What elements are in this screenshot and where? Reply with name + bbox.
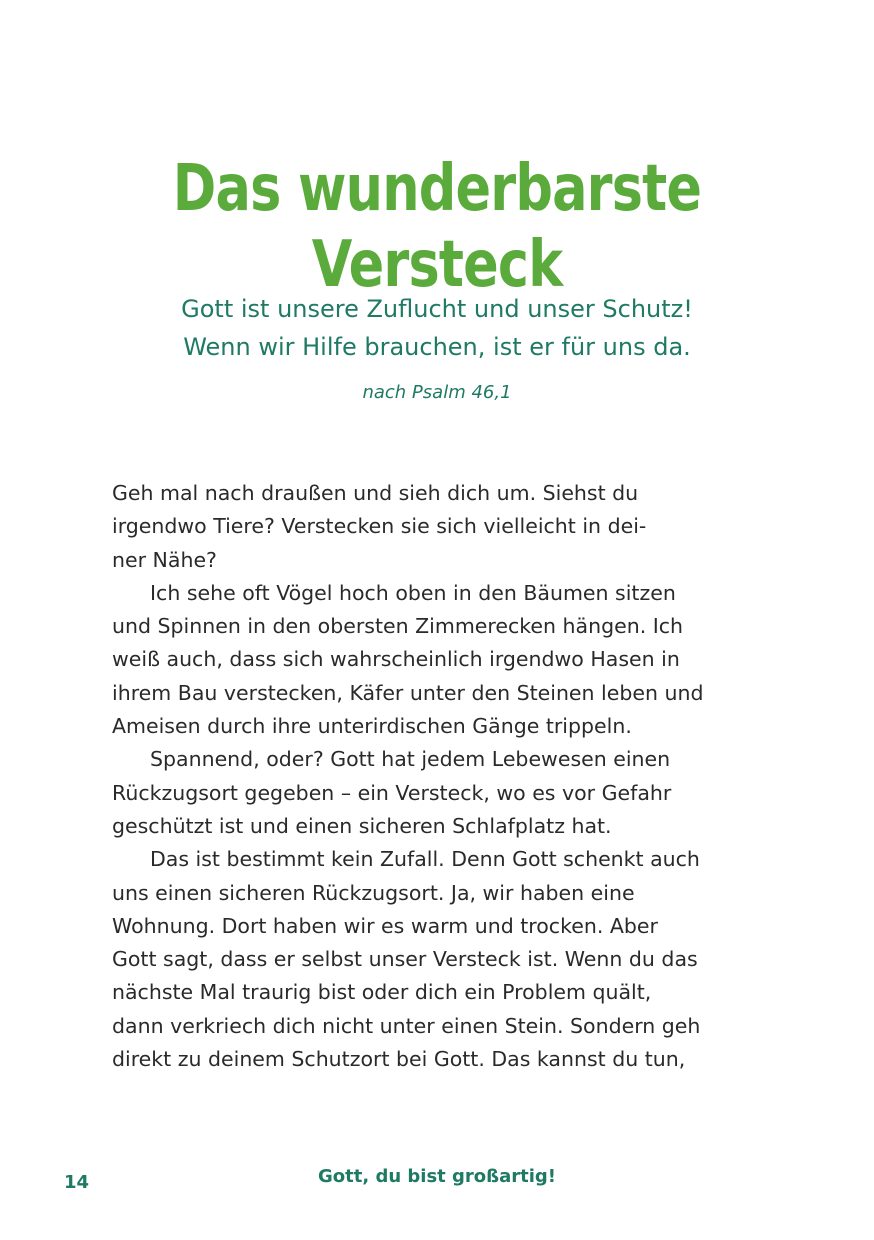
body-line: Ameisen durch ihre unterirdischen Gänge trippeln. [112, 714, 632, 739]
body-line: nächste Mal traurig bist oder dich ein Problem quält, [112, 980, 652, 1005]
footer-book-title: Gott, du bist großartig! [317, 1166, 557, 1187]
bible-verse-line-1: Gott ist unsere Zuflucht und unser Schutz! [181, 295, 693, 323]
body-text [112, 477, 772, 1076]
body-line: Ich sehe oft Vögel hoch oben in den Bäumen sitzen [150, 580, 676, 605]
body-line: Wohnung. Dort haben wir es warm und trocken. Aber [112, 913, 658, 938]
page-title-line-1: Das wunderbarste [172, 151, 702, 226]
body-line: ner Nähe? [112, 547, 217, 572]
body-line: Das ist bestimmt kein Zufall. Denn Gott schenkt auch [150, 847, 700, 872]
body-line: Gott sagt, dass er selbst unser Versteck ist. Wenn du das [112, 947, 698, 972]
body-line: uns einen sicheren Rückzugsort. Ja, wir haben eine [112, 880, 635, 905]
body-line: weiß auch, dass sich wahrscheinlich irgendwo Hasen in [112, 647, 680, 672]
body-line: dann verkriech dich nicht unter einen Stein. Sondern geh [112, 1013, 701, 1038]
body-line: ihrem Bau verstecken, Käfer unter den Steinen leben und [112, 680, 704, 705]
page-title [79, 151, 796, 303]
page-number: 14 [64, 1172, 90, 1193]
bible-verse-line-2: Wenn wir Hilfe brauchen, ist er für uns da. [183, 333, 691, 361]
body-line: und Spinnen in den obersten Zimmerecken hängen. Ich [112, 614, 684, 639]
page-title-line-2: Versteck [311, 227, 563, 302]
body-line: Rückzugsort gegeben – ein Versteck, wo es vor Gefahr [112, 780, 672, 805]
body-line: Geh mal nach draußen und sieh dich um. Siehst du [112, 481, 639, 505]
body-line: irgendwo Tiere? Verstecken sie sich vielleicht in dei- [112, 514, 647, 539]
body-line: direkt zu deinem Schutzort bei Gott. Das kannst du tun, [112, 1047, 686, 1072]
bible-verse [0, 290, 874, 366]
body-line: geschützt ist und einen sicheren Schlafplatz hat. [112, 813, 612, 838]
verse-source: nach Psalm 46,1 [362, 382, 512, 403]
body-line: Spannend, oder? Gott hat jedem Lebewesen einen [150, 747, 671, 772]
